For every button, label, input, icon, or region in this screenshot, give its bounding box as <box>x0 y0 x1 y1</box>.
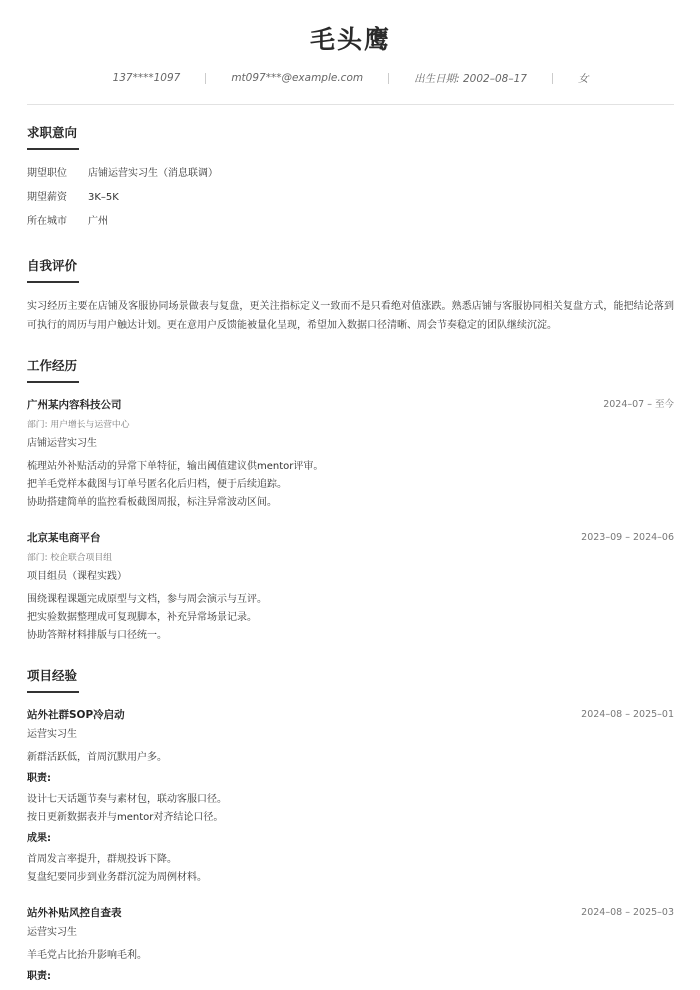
section-title-projects: 项目经验 <box>27 668 78 683</box>
project-result: 复盘纪要同步到业务群沉淀为周例材料。 <box>27 872 207 883</box>
project-description: 新群活跃低，首周沉默用户多。 <box>27 752 167 763</box>
gender-text: 女 <box>577 72 589 85</box>
project-date: 2024–08 – 2025–01 <box>581 709 674 720</box>
work-date: 2023–09 – 2024–06 <box>581 532 674 543</box>
project-date: 2024–08 – 2025–03 <box>581 907 674 918</box>
work-bullet: 围绕课程课题完成原型与文档，参与周会演示与互评。 <box>27 594 267 605</box>
project-duty-label: 职责: <box>27 971 51 982</box>
work-department: 部门: 校企联合项目组 <box>27 553 112 563</box>
project-name: 站外补贴风控自查表 <box>27 907 122 919</box>
intent-row-salary <box>27 191 119 205</box>
section-title-intent: 求职意向 <box>27 125 78 140</box>
intent-value: 广州 <box>88 216 108 227</box>
section-underline <box>27 281 79 283</box>
intent-value: 3K–5K <box>88 192 119 203</box>
project-role: 运营实习生 <box>27 729 77 740</box>
work-company: 广州某内容科技公司 <box>27 399 122 411</box>
section-underline <box>27 148 79 150</box>
work-bullet: 协助答辩材料排版与口径统一。 <box>27 630 167 641</box>
intent-key: 所在城市 <box>27 216 67 227</box>
work-bullet: 把实验数据整理成可复现脚本，补充异常场景记录。 <box>27 612 257 623</box>
project-duty: 设计七天话题节奏与素材包，联动客服口径。 <box>27 794 227 805</box>
intent-value: 店铺运营实习生（消息联调） <box>88 168 218 179</box>
work-role: 店铺运营实习生 <box>27 438 97 449</box>
candidate-name: 毛头鹰 <box>309 25 391 54</box>
work-date: 2024–07 – 至今 <box>603 399 674 410</box>
project-description: 羊毛党占比抬升影响毛利。 <box>27 950 147 961</box>
section-title-work: 工作经历 <box>27 358 78 373</box>
intent-row-position <box>27 167 218 181</box>
work-bullet: 梳理站外补贴活动的异常下单特征，输出阈值建议供mentor评审。 <box>27 461 324 472</box>
project-duty: 按日更新数据表并与mentor对齐结论口径。 <box>27 812 224 823</box>
self-eval-text: 实习经历主要在店铺及客服协同场景做表与复盘，更关注指标定义一致而不是只看绝对值涨跌。熟悉店铺与客服协同相关复盘方式，能把结论落到可执行的周历与用户触达计划。更在意用户反馈能被量化呈现，希望加入数据口径清晰、周会节奏稳定的团队继续沉淀。 <box>27 301 674 331</box>
phone-text: 137****1097 <box>112 72 181 84</box>
section-title-self-eval: 自我评价 <box>27 258 78 273</box>
project-role: 运营实习生 <box>27 927 77 938</box>
work-company: 北京某电商平台 <box>27 532 101 544</box>
intent-key: 期望职位 <box>27 168 67 179</box>
work-bullet: 把羊毛党样本截图与订单号匿名化后归档，便于后续追踪。 <box>27 479 287 490</box>
intent-key: 期望薪资 <box>27 192 67 203</box>
email-text: mt097***@example.com <box>231 72 364 84</box>
header-divider <box>27 104 674 105</box>
work-department: 部门: 用户增长与运营中心 <box>27 420 130 430</box>
project-result-label: 成果: <box>27 833 51 844</box>
birth-date-text: 出生日期: 2002–08–17 <box>414 72 527 85</box>
project-name: 站外社群SOP冷启动 <box>27 709 125 721</box>
work-bullet: 协助搭建简单的监控看板截图周报，标注异常波动区间。 <box>27 497 277 508</box>
contact-bar <box>27 70 674 86</box>
section-underline <box>27 381 79 383</box>
intent-row-city <box>27 215 108 229</box>
project-duty-label: 职责: <box>27 773 51 784</box>
work-role: 项目组员（课程实践） <box>27 571 127 582</box>
section-underline <box>27 691 79 693</box>
project-result: 首周发言率提升，群规投诉下降。 <box>27 854 177 865</box>
